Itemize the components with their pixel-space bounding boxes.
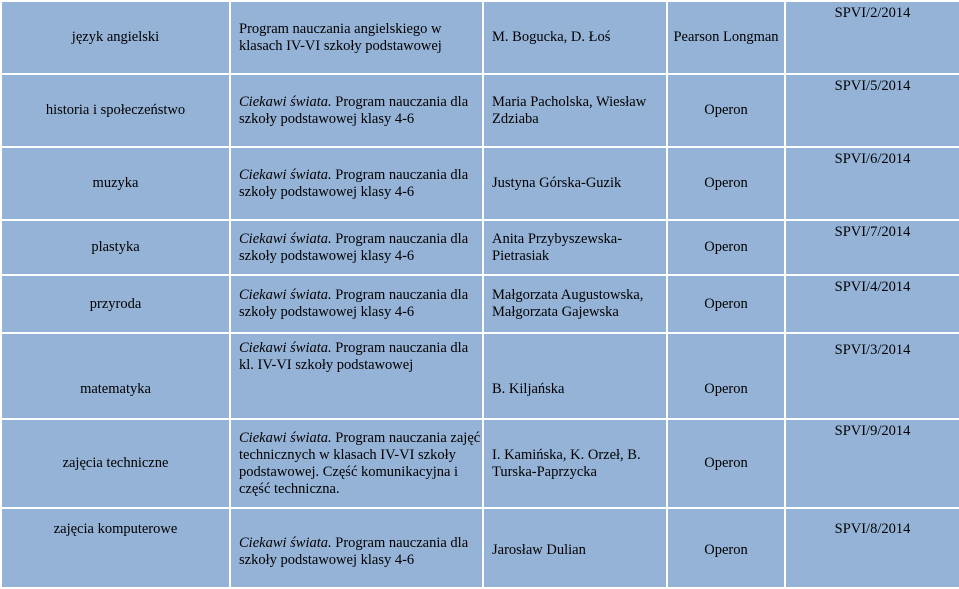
program-number-cell: SPVI/2/2014: [785, 1, 959, 74]
program-cell: Ciekawi świata. Program nauczania dla szkoły podstawowej klasy 4-6: [230, 74, 483, 147]
program-number-cell: SPVI/5/2014: [785, 74, 959, 147]
publisher-cell: Operon: [667, 275, 785, 333]
authors-cell: B. Kiljańska: [483, 333, 667, 419]
authors-cell: Małgorzata Augustowska, Małgorzata Gajewska: [483, 275, 667, 333]
publisher-cell: Operon: [667, 74, 785, 147]
subject-cell: plastyka: [1, 220, 230, 275]
table-row: [1, 508, 959, 588]
publisher-cell: Operon: [667, 419, 785, 508]
program-cell: Ciekawi świata. Program nauczania dla szkoły podstawowej klasy 4-6: [230, 508, 483, 588]
program-cell: Ciekawi świata. Program nauczania zajęć technicznych w klasach IV-VI szkoły podstawowej. Część komunikacyjna i część techniczna.: [230, 419, 483, 508]
program-number-cell: SPVI/3/2014: [785, 333, 959, 419]
program-number-cell: SPVI/4/2014: [785, 275, 959, 333]
subject-cell: matematyka: [1, 333, 230, 419]
table-row: [1, 220, 959, 275]
authors-cell: Jarosław Dulian: [483, 508, 667, 588]
table-row: [1, 275, 959, 333]
program-cell: Ciekawi świata. Program nauczania dla szkoły podstawowej klasy 4-6: [230, 220, 483, 275]
table-row: [1, 1, 959, 74]
table-row: [1, 333, 959, 419]
authors-cell: I. Kamińska, K. Orzeł, B. Turska-Paprzycka: [483, 419, 667, 508]
program-number-cell: SPVI/6/2014: [785, 147, 959, 220]
table-row: [1, 74, 959, 147]
subject-cell: przyroda: [1, 275, 230, 333]
table-row: [1, 147, 959, 220]
program-number-cell: SPVI/9/2014: [785, 419, 959, 508]
authors-cell: Anita Przybyszewska-Pietrasiak: [483, 220, 667, 275]
subject-cell: zajęcia komputerowe: [1, 508, 230, 588]
program-cell: Program nauczania angielskiego w klasach IV-VI szkoły podstawowej: [230, 1, 483, 74]
publisher-cell: Operon: [667, 147, 785, 220]
program-number-cell: SPVI/7/2014: [785, 220, 959, 275]
subject-cell: język angielski: [1, 1, 230, 74]
program-cell: Ciekawi świata. Program nauczania dla szkoły podstawowej klasy 4-6: [230, 147, 483, 220]
authors-cell: M. Bogucka, D. Łoś: [483, 1, 667, 74]
authors-cell: Justyna Górska-Guzik: [483, 147, 667, 220]
subject-cell: muzyka: [1, 147, 230, 220]
publisher-cell: Operon: [667, 508, 785, 588]
subject-cell: zajęcia techniczne: [1, 419, 230, 508]
table-row: [1, 419, 959, 508]
publisher-cell: Operon: [667, 333, 785, 419]
subject-cell: historia i społeczeństwo: [1, 74, 230, 147]
publisher-cell: Pearson Longman: [667, 1, 785, 74]
program-cell: Ciekawi świata. Program nauczania dla kl. IV-VI szkoły podstawowej: [230, 333, 483, 419]
program-number-cell: SPVI/8/2014: [785, 508, 959, 588]
publisher-cell: Operon: [667, 220, 785, 275]
program-cell: Ciekawi świata. Program nauczania dla szkoły podstawowej klasy 4-6: [230, 275, 483, 333]
authors-cell: Maria Pacholska, Wiesław Zdziaba: [483, 74, 667, 147]
